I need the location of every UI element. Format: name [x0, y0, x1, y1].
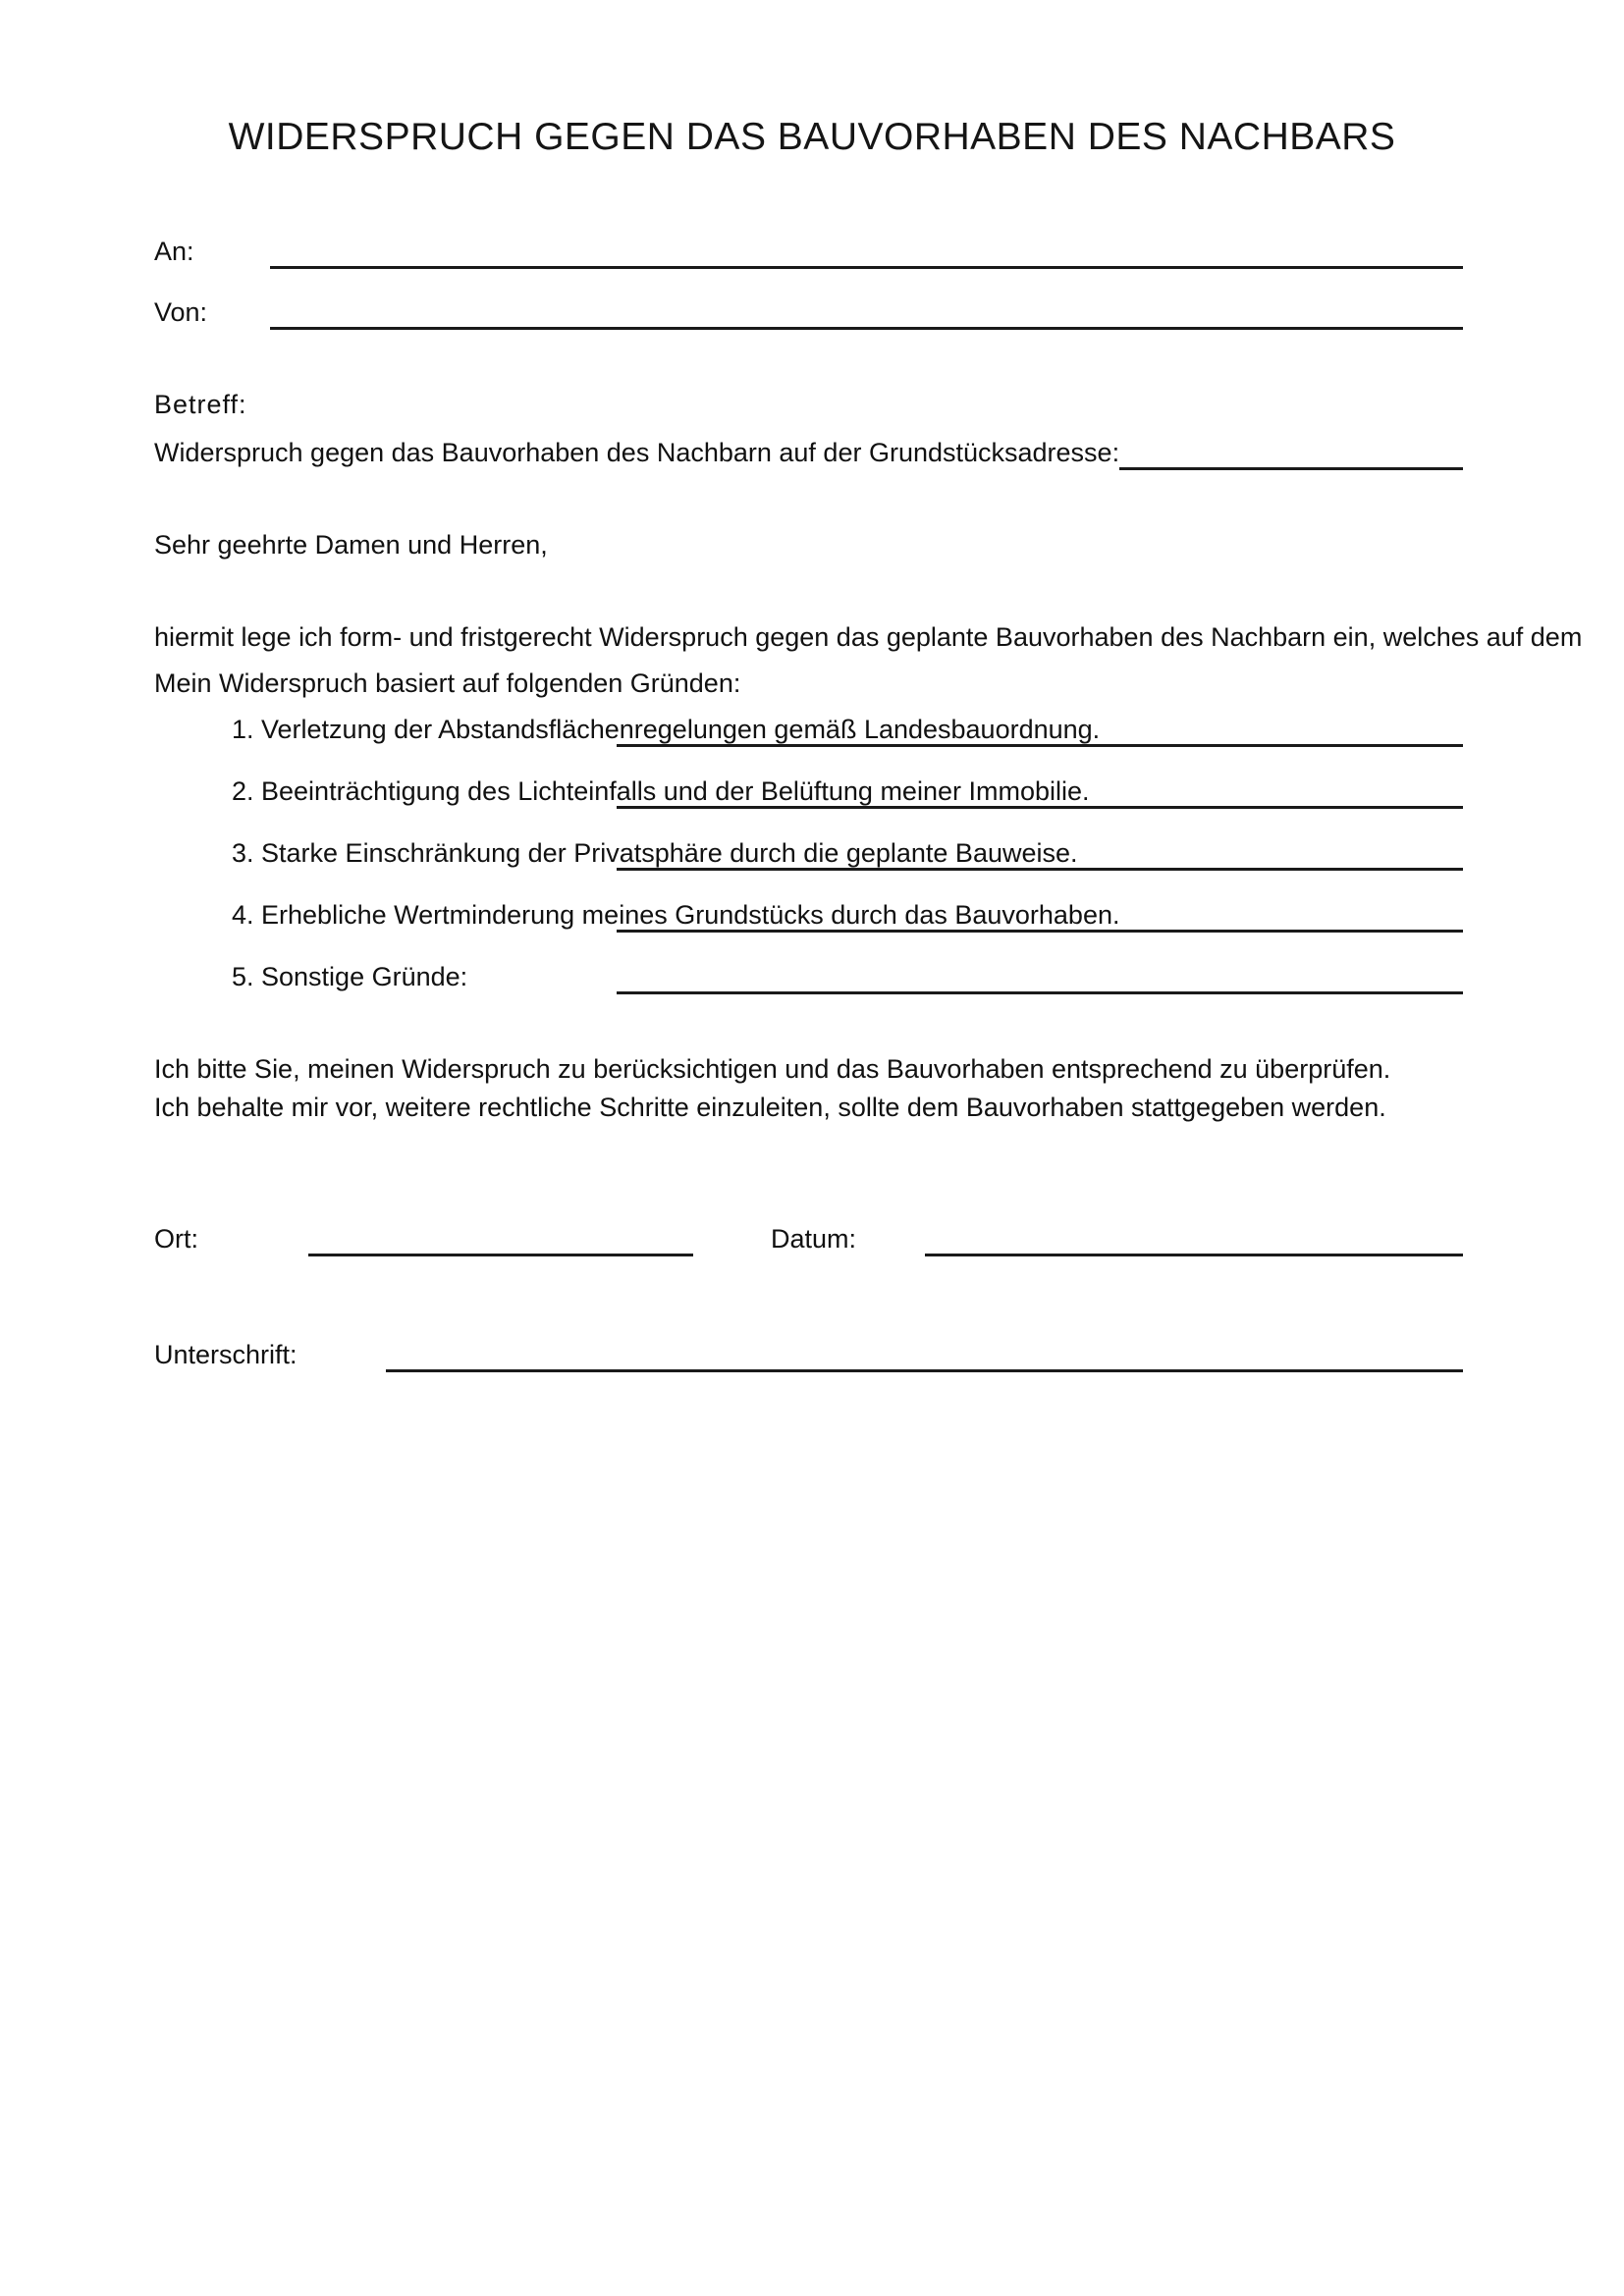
document-title: WIDERSPRUCH GEGEN DAS BAUVORHABEN DES NACHBARS: [228, 116, 1396, 158]
closing-line-1: Ich bitte Sie, meinen Widerspruch zu berücksichtigen und das Bauvorhaben entsprechend zu überprüfen.: [154, 1054, 1391, 1084]
datum-field-line[interactable]: [925, 1254, 1463, 1256]
betreff-label: Betreff:: [154, 390, 247, 419]
von-field-line[interactable]: [270, 327, 1463, 330]
reason-line-5[interactable]: [617, 991, 1463, 994]
von-label: Von:: [154, 297, 208, 327]
unterschrift-label: Unterschrift:: [154, 1340, 298, 1369]
reasons-intro: Mein Widerspruch basiert auf folgenden Gründen:: [154, 668, 741, 698]
reason-line-2[interactable]: [617, 806, 1463, 809]
ort-field-line[interactable]: [308, 1254, 693, 1256]
unterschrift-field-line[interactable]: [386, 1369, 1463, 1372]
closing-line-2: Ich behalte mir vor, weitere rechtliche Schritte einzuleiten, sollte dem Bauvorhaben stattgegeben werden.: [154, 1093, 1386, 1122]
an-label: An:: [154, 237, 194, 266]
reason-item-4: 4. Erhebliche Wertminderung meines Grundstücks durch das Bauvorhaben.: [232, 900, 1120, 930]
datum-label: Datum:: [771, 1224, 857, 1254]
address-field-line[interactable]: [1119, 467, 1463, 470]
reason-item-3: 3. Starke Einschränkung der Privatsphäre durch die geplante Bauweise.: [232, 838, 1078, 868]
reason-item-5: 5. Sonstige Gründe:: [232, 962, 468, 991]
reason-item-1: 1. Verletzung der Abstandsflächenregelungen gemäß Landesbauordnung.: [232, 715, 1101, 744]
reason-item-2: 2. Beeinträchtigung des Lichteinfalls und der Belüftung meiner Immobilie.: [232, 776, 1090, 806]
ort-label: Ort:: [154, 1224, 198, 1254]
reason-line-4[interactable]: [617, 930, 1463, 933]
reason-line-3[interactable]: [617, 868, 1463, 871]
salutation: Sehr geehrte Damen und Herren,: [154, 530, 548, 560]
an-field-line[interactable]: [270, 266, 1463, 269]
reason-line-1[interactable]: [617, 744, 1463, 747]
betreff-text: Widerspruch gegen das Bauvorhaben des Nachbarn auf der Grundstücksadresse:: [154, 438, 1120, 467]
intro-text: hiermit lege ich form- und fristgerecht Widerspruch gegen das geplante Bauvorhaben des Nachbarn ein, welches auf dem: [154, 622, 1583, 652]
